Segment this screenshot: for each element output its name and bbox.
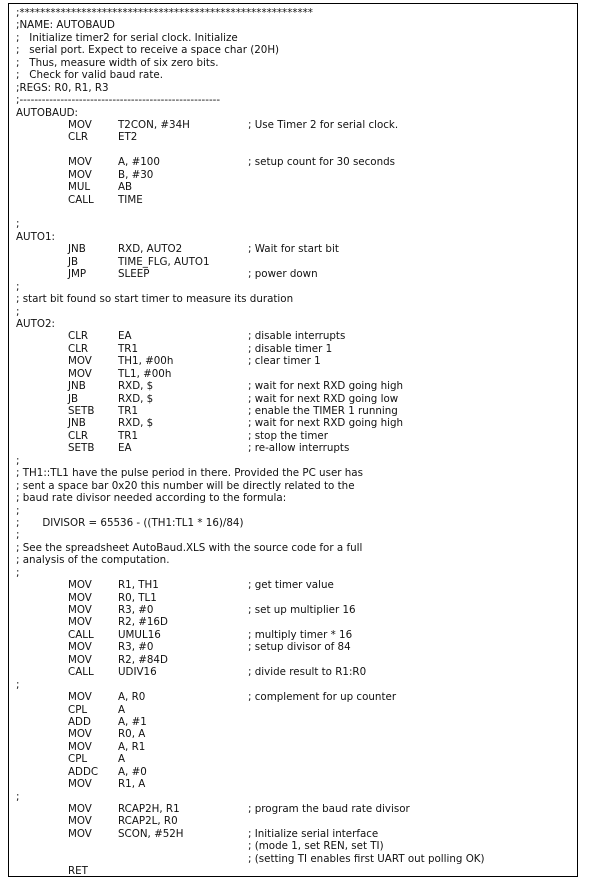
comment-column: ; stop the timer: [248, 429, 328, 442]
code-line: [16, 343, 573, 355]
code-line: [16, 778, 573, 790]
operand-column: RXD, AUTO2: [118, 243, 183, 256]
label-column: ; analysis of the computation.: [16, 554, 170, 567]
comment-column: ; setup count for 30 seconds: [248, 156, 396, 169]
operand-column: R1, TH1: [118, 579, 159, 592]
label-column: ; baud rate divisor needed according to the formula:: [16, 492, 287, 505]
label-column: ;: [16, 454, 20, 467]
comment-column: ; power down: [248, 268, 318, 281]
opcode-column: MOV: [68, 778, 92, 791]
operand-column: TR1: [118, 405, 138, 417]
operand-column: A, R0: [118, 691, 146, 704]
operand-column: RXD, $: [118, 417, 154, 430]
label-column: AUTO1:: [16, 230, 55, 243]
label-column: ; Initialize timer2 for serial clock. Initialize: [16, 31, 238, 44]
opcode-column: MOV: [68, 616, 92, 629]
opcode-column: MOV: [68, 118, 92, 131]
code-line: [16, 629, 573, 641]
opcode-column: JMP: [68, 268, 87, 281]
label-column: ;: [16, 678, 20, 691]
opcode-column: CLR: [68, 342, 89, 355]
code-line: [16, 840, 573, 852]
code-line: [16, 467, 573, 479]
code-line: [16, 430, 573, 442]
code-line: [16, 616, 573, 628]
code-line: [16, 517, 573, 529]
code-line: [16, 293, 573, 305]
operand-column: R0, A: [118, 728, 146, 741]
code-line: [16, 828, 573, 840]
code-line: [16, 654, 573, 666]
operand-column: A, #0: [118, 765, 147, 778]
comment-column: ; divide result to R1:R0: [248, 666, 367, 679]
opcode-column: ADD: [68, 715, 91, 728]
opcode-column: MOV: [68, 691, 92, 704]
comment-column: ; wait for next RXD going high: [248, 380, 404, 393]
code-line: [16, 206, 573, 218]
comment-column: ; disable interrupts: [248, 330, 346, 343]
code-line: [16, 604, 573, 616]
label-column: ;REGS: R0, R1, R3: [16, 81, 109, 94]
label-column: ;: [16, 529, 20, 542]
code-line: [16, 7, 573, 19]
opcode-column: MOV: [68, 604, 92, 616]
code-line: [16, 119, 573, 131]
opcode-column: CALL: [68, 628, 94, 641]
label-column: ; See the spreadsheet AutoBaud.XLS with the source code for a full: [16, 541, 363, 554]
label-column: ;: [16, 280, 20, 293]
code-line: [16, 355, 573, 367]
code-line: [16, 492, 573, 504]
code-line: [16, 641, 573, 653]
code-listing: [16, 7, 573, 878]
code-line: [16, 144, 573, 156]
code-line: [16, 44, 573, 56]
operand-column: SCON, #52H: [118, 827, 184, 840]
opcode-column: CLR: [68, 131, 89, 144]
operand-column: EA: [118, 330, 132, 343]
comment-column: ; wait for next RXD going high: [248, 417, 404, 430]
comment-column: ; multiply timer * 16: [248, 628, 353, 641]
operand-column: R0, TL1: [118, 591, 157, 604]
operand-column: A: [118, 703, 126, 716]
operand-column: UDIV16: [118, 666, 157, 679]
code-line: [16, 853, 573, 865]
label-column: ; sent a space bar 0x20 this number will be directly related to the: [16, 479, 355, 492]
code-line: [16, 716, 573, 728]
comment-column: ; setup divisor of 84: [248, 641, 351, 654]
label-column: ; Thus, measure width of six zero bits.: [16, 56, 219, 69]
code-line: [16, 19, 573, 31]
code-line: [16, 69, 573, 81]
comment-column: ; (setting TI enables first UART out polling OK): [248, 852, 485, 865]
comment-column: ; program the baud rate divisor: [248, 803, 410, 815]
operand-column: R3, #0: [118, 604, 154, 616]
code-line: [16, 592, 573, 604]
code-line: [16, 567, 573, 579]
label-column: ;: [16, 504, 20, 517]
operand-column: R3, #0: [118, 641, 154, 654]
label-column: ;: [16, 218, 20, 231]
code-line: [16, 579, 573, 591]
comment-column: ; clear timer 1: [248, 355, 321, 368]
label-column: ;: [16, 305, 20, 318]
comment-column: ; complement for up counter: [248, 691, 397, 704]
code-line: [16, 156, 573, 168]
code-line: [16, 380, 573, 392]
opcode-column: MOV: [68, 579, 92, 592]
opcode-column: CLR: [68, 429, 89, 442]
code-line: [16, 393, 573, 405]
comment-column: ; Use Timer 2 for serial clock.: [248, 118, 399, 131]
opcode-column: MOV: [68, 803, 92, 815]
code-line: [16, 194, 573, 206]
code-line: [16, 554, 573, 566]
code-line: [16, 57, 573, 69]
operand-column: R1, A: [118, 778, 146, 791]
operand-column: UMUL16: [118, 628, 161, 641]
comment-column: ; wait for next RXD going low: [248, 392, 399, 405]
code-line: [16, 542, 573, 554]
operand-column: R2, #16D: [118, 616, 168, 629]
code-line: [16, 281, 573, 293]
code-line: [16, 865, 573, 877]
operand-column: RXD, $: [118, 380, 154, 393]
operand-column: TR1: [118, 429, 138, 442]
comment-column: ; enable the TIMER 1 running: [248, 405, 398, 417]
code-line: [16, 82, 573, 94]
comment-column: ; (mode 1, set REN, set TI): [248, 840, 384, 853]
opcode-column: JB: [68, 255, 79, 268]
operand-column: RXD, $: [118, 392, 154, 405]
opcode-column: ADDC: [68, 765, 99, 778]
code-line: [16, 243, 573, 255]
comment-column: ; get timer value: [248, 579, 334, 592]
code-line: [16, 815, 573, 827]
opcode-column: MOV: [68, 728, 92, 741]
code-line: [16, 704, 573, 716]
code-line: [16, 318, 573, 330]
comment-column: ; re-allow interrupts: [248, 442, 350, 455]
opcode-column: JNB: [68, 380, 86, 393]
code-line: [16, 753, 573, 765]
code-line: [16, 417, 573, 429]
label-column: ;: [16, 566, 20, 579]
opcode-column: CLR: [68, 330, 89, 343]
opcode-column: SETB: [68, 442, 95, 455]
operand-column: A: [118, 753, 126, 766]
label-column: ;: [16, 790, 20, 803]
opcode-column: JNB: [68, 417, 86, 430]
operand-column: T2CON, #34H: [118, 118, 190, 131]
opcode-column: MOV: [68, 367, 92, 380]
code-line: [16, 169, 573, 181]
code-line: [16, 330, 573, 342]
label-column: ;*********************************************************: [16, 7, 313, 19]
code-line: [16, 480, 573, 492]
operand-column: AB: [118, 181, 133, 194]
operand-column: A, R1: [118, 740, 146, 753]
opcode-column: MOV: [68, 653, 92, 666]
code-line: [16, 529, 573, 541]
code-line: [16, 306, 573, 318]
comment-column: ; disable timer 1: [248, 342, 333, 355]
comment-column: ; set up multiplier 16: [248, 604, 356, 616]
code-line: [16, 791, 573, 803]
code-line: [16, 766, 573, 778]
code-line: [16, 679, 573, 691]
operand-column: TL1, #00h: [118, 367, 172, 380]
operand-column: B, #30: [118, 168, 154, 181]
code-line: [16, 268, 573, 280]
opcode-column: CPL: [68, 753, 88, 766]
code-line: [16, 741, 573, 753]
comment-column: ; Initialize serial interface: [248, 827, 379, 840]
opcode-column: MOV: [68, 815, 92, 828]
label-column: ;NAME: AUTOBAUD: [16, 19, 115, 32]
opcode-column: JNB: [68, 243, 86, 256]
operand-column: R2, #84D: [118, 653, 168, 666]
code-listing-frame: [8, 3, 578, 877]
operand-column: RCAP2L, R0: [118, 815, 178, 828]
code-line: [16, 505, 573, 517]
label-column: AUTOBAUD:: [16, 106, 79, 119]
code-line: [16, 405, 573, 417]
operand-column: ET2: [118, 131, 138, 144]
code-line: [16, 131, 573, 143]
opcode-column: MOV: [68, 591, 92, 604]
comment-column: ; Wait for start bit: [248, 243, 339, 256]
code-line: [16, 803, 573, 815]
opcode-column: MOV: [68, 641, 92, 654]
code-line: [16, 32, 573, 44]
operand-column: TH1, #00h: [118, 355, 174, 368]
code-line: [16, 455, 573, 467]
code-line: [16, 94, 573, 106]
code-line: [16, 666, 573, 678]
opcode-column: SETB: [68, 405, 95, 417]
label-column: ; start bit found so start timer to measure its duration: [16, 293, 294, 306]
operand-column: EA: [118, 442, 132, 455]
label-column: ;------------------------------------------------------: [16, 94, 221, 107]
opcode-column: MOV: [68, 827, 92, 840]
opcode-column: CPL: [68, 703, 88, 716]
label-column: ; DIVISOR = 65536 - ((TH1:TL1 * 16)/84): [16, 516, 244, 529]
label-column: ; Check for valid baud rate.: [16, 69, 163, 82]
opcode-column: CALL: [68, 666, 94, 679]
code-line: [16, 256, 573, 268]
opcode-column: MOV: [68, 156, 92, 169]
code-line: [16, 442, 573, 454]
opcode-column: MOV: [68, 740, 92, 753]
opcode-column: CALL: [68, 193, 94, 206]
code-line: [16, 107, 573, 119]
operand-column: SLEEP: [118, 268, 150, 281]
code-line: [16, 368, 573, 380]
operand-column: TIME: [118, 193, 143, 206]
label-column: ; TH1::TL1 have the pulse period in there. Provided the PC user has: [16, 467, 363, 480]
operand-column: A, #100: [118, 156, 160, 169]
code-line: [16, 218, 573, 230]
label-column: AUTO2:: [16, 317, 55, 330]
code-line: [16, 231, 573, 243]
opcode-column: JB: [68, 392, 79, 405]
opcode-column: RET: [68, 865, 88, 878]
label-column: ; serial port. Expect to receive a space char (20H): [16, 44, 280, 57]
opcode-column: MOV: [68, 168, 92, 181]
code-line: [16, 181, 573, 193]
opcode-column: MOV: [68, 355, 92, 368]
operand-column: TR1: [118, 342, 138, 355]
code-line: [16, 728, 573, 740]
operand-column: A, #1: [118, 715, 147, 728]
opcode-column: MUL: [68, 181, 91, 194]
operand-column: TIME_FLG, AUTO1: [118, 255, 210, 268]
operand-column: RCAP2H, R1: [118, 803, 180, 815]
code-line: [16, 691, 573, 703]
